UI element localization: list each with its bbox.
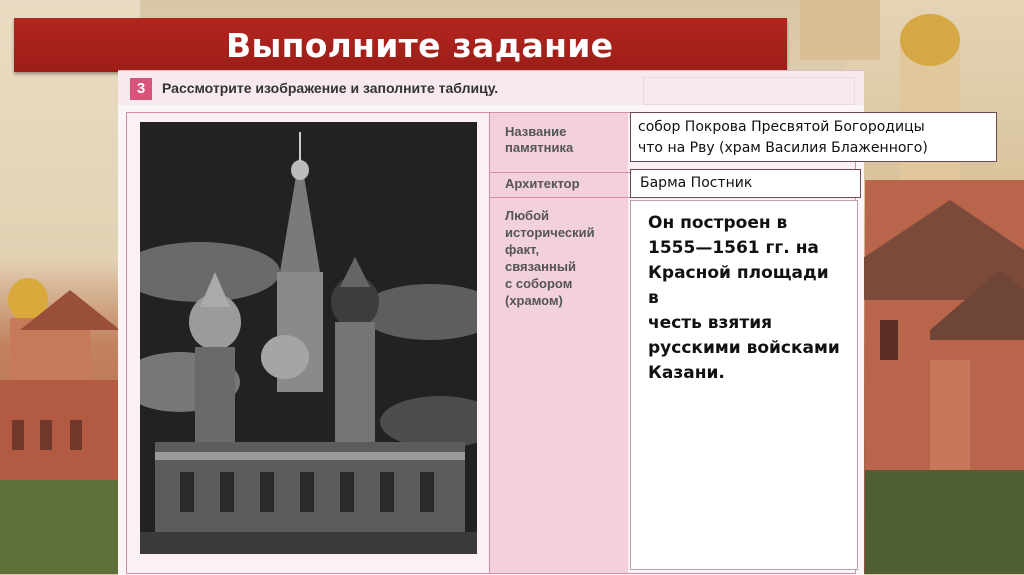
task-header: [118, 71, 864, 105]
title-banner: [14, 18, 787, 72]
table-divider: [489, 113, 490, 573]
faded-box: [643, 77, 855, 105]
architect-answer[interactable]: Барма Постник: [630, 169, 861, 198]
task-instruction: Рассмотрите изображение и заполните таблицу.: [162, 80, 499, 96]
label-monument-name: Название памятника: [505, 124, 574, 155]
label-architect: Архитектор: [505, 176, 580, 191]
task-number-badge: 3: [130, 78, 152, 100]
monument-name-answer[interactable]: собор Покрова Пресвятой Богородицы что на Рву (храм Василия Блаженного): [630, 112, 997, 162]
label-historical-fact: Любой исторический факт, связанный с собором (храмом): [505, 208, 595, 308]
slide-title: Выполните задание: [226, 26, 614, 65]
historical-fact-answer[interactable]: Он построен в 1555—1561 гг. на Красной площади в честь взятия русскими войсками Казани.: [630, 200, 858, 570]
st-basils-cathedral-photo: [140, 122, 477, 554]
